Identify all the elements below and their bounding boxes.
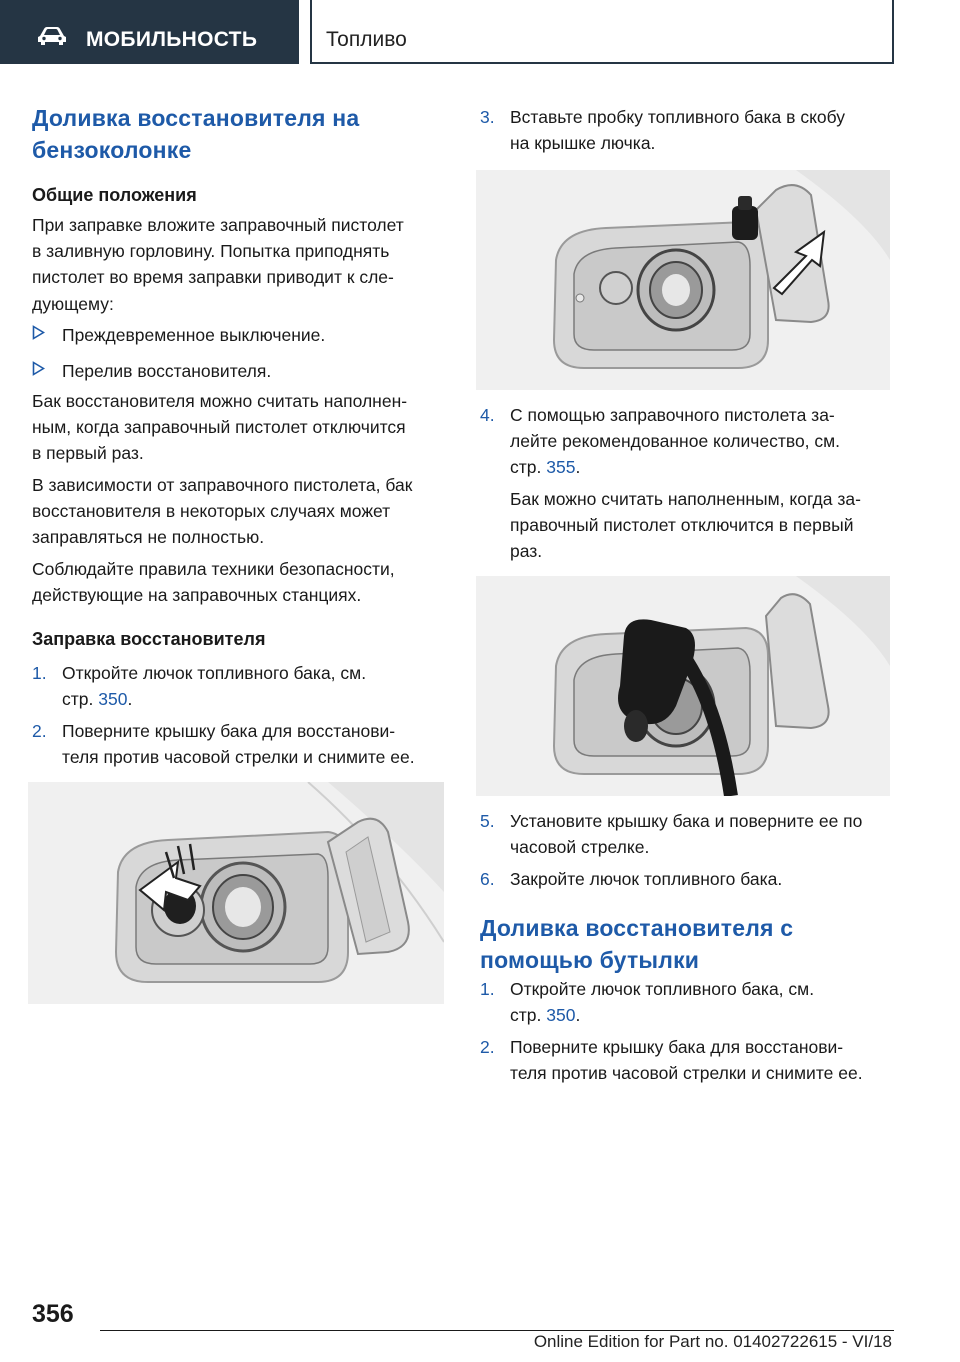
step4-note: Бак можно считать наполненным, когда за- правочный пистолет отключится в первый раз. bbox=[510, 489, 861, 562]
step-item: 2. Поверните крышку бака для восстанови- теля против часовой стрелки и снимите ее. bbox=[480, 1037, 863, 1084]
paragraph-dependence: В зависимости от заправочного пистолета, бак восстановителя в некоторых случаях может заправляться не полностью. bbox=[32, 475, 413, 548]
step-item: 1. Откройте лючок топливного бака, см. стр. 350. bbox=[32, 663, 367, 710]
chapter-label: МОБИЛЬНОСТЬ bbox=[86, 28, 258, 51]
figure-nozzle-filling bbox=[476, 576, 890, 796]
subheading-refuel: Заправка восстановителя bbox=[32, 629, 266, 649]
page-link[interactable]: 350 bbox=[546, 1005, 576, 1026]
paragraph-safety: Соблюдайте правила техники безопасности, действующие на заправочных станциях. bbox=[32, 559, 395, 606]
paragraph-full: Бак восстановителя можно считать наполнен- ным, когда заправочный пистолет отключится в первый раз. bbox=[32, 391, 408, 464]
paragraph-intro: При заправке вложите заправочный пистолет в заливную горловину. Попытка приподнять пистолет во время заправки приводит к сле- дующему: bbox=[32, 215, 404, 314]
bullet-item: Перелив восстановителя. bbox=[32, 358, 448, 386]
triangle-bullet-icon bbox=[32, 361, 45, 376]
section-heading: Доливка восстановителя на бензоколонке bbox=[32, 105, 360, 163]
page-link[interactable]: 355 bbox=[546, 457, 576, 478]
step-item: 1. Откройте лючок топливного бака, см. стр. 350. bbox=[480, 979, 815, 1026]
figure-remove-cap bbox=[28, 782, 444, 1004]
section-header bbox=[310, 0, 894, 64]
figure-cap-in-holder bbox=[476, 170, 890, 390]
edition-note: Online Edition for Part no. 01402722615 - VI/18 bbox=[533, 1332, 892, 1351]
step-item: 4. С помощью заправочного пистолета за- лейте рекомендованное количество, см. стр. 355. bbox=[480, 405, 841, 478]
step-item: 2. Поверните крышку бака для восстанови- теля против часовой стрелки и снимите ее. bbox=[32, 721, 415, 768]
page-number: 356 bbox=[32, 1300, 74, 1328]
subheading-general: Общие положения bbox=[32, 185, 197, 205]
step-item: 5. Установите крышку бака и поверните ее по часовой стрелке. bbox=[480, 811, 863, 858]
step-item: 3. Вставьте пробку топливного бака в скобу на крышке лючка. bbox=[480, 107, 846, 154]
page-link[interactable]: 350 bbox=[98, 689, 128, 710]
triangle-bullet-icon bbox=[32, 325, 45, 340]
section-heading-bottle: Доливка восстановителя с помощью бутылки bbox=[480, 915, 794, 973]
car-icon bbox=[36, 26, 68, 46]
chapter-tab[interactable] bbox=[0, 0, 299, 64]
bullet-item: Преждевременное выключение. bbox=[32, 322, 448, 350]
step-item: 6. Закройте лючок топливного бака. bbox=[480, 869, 783, 889]
section-title: Топливо bbox=[326, 28, 407, 51]
